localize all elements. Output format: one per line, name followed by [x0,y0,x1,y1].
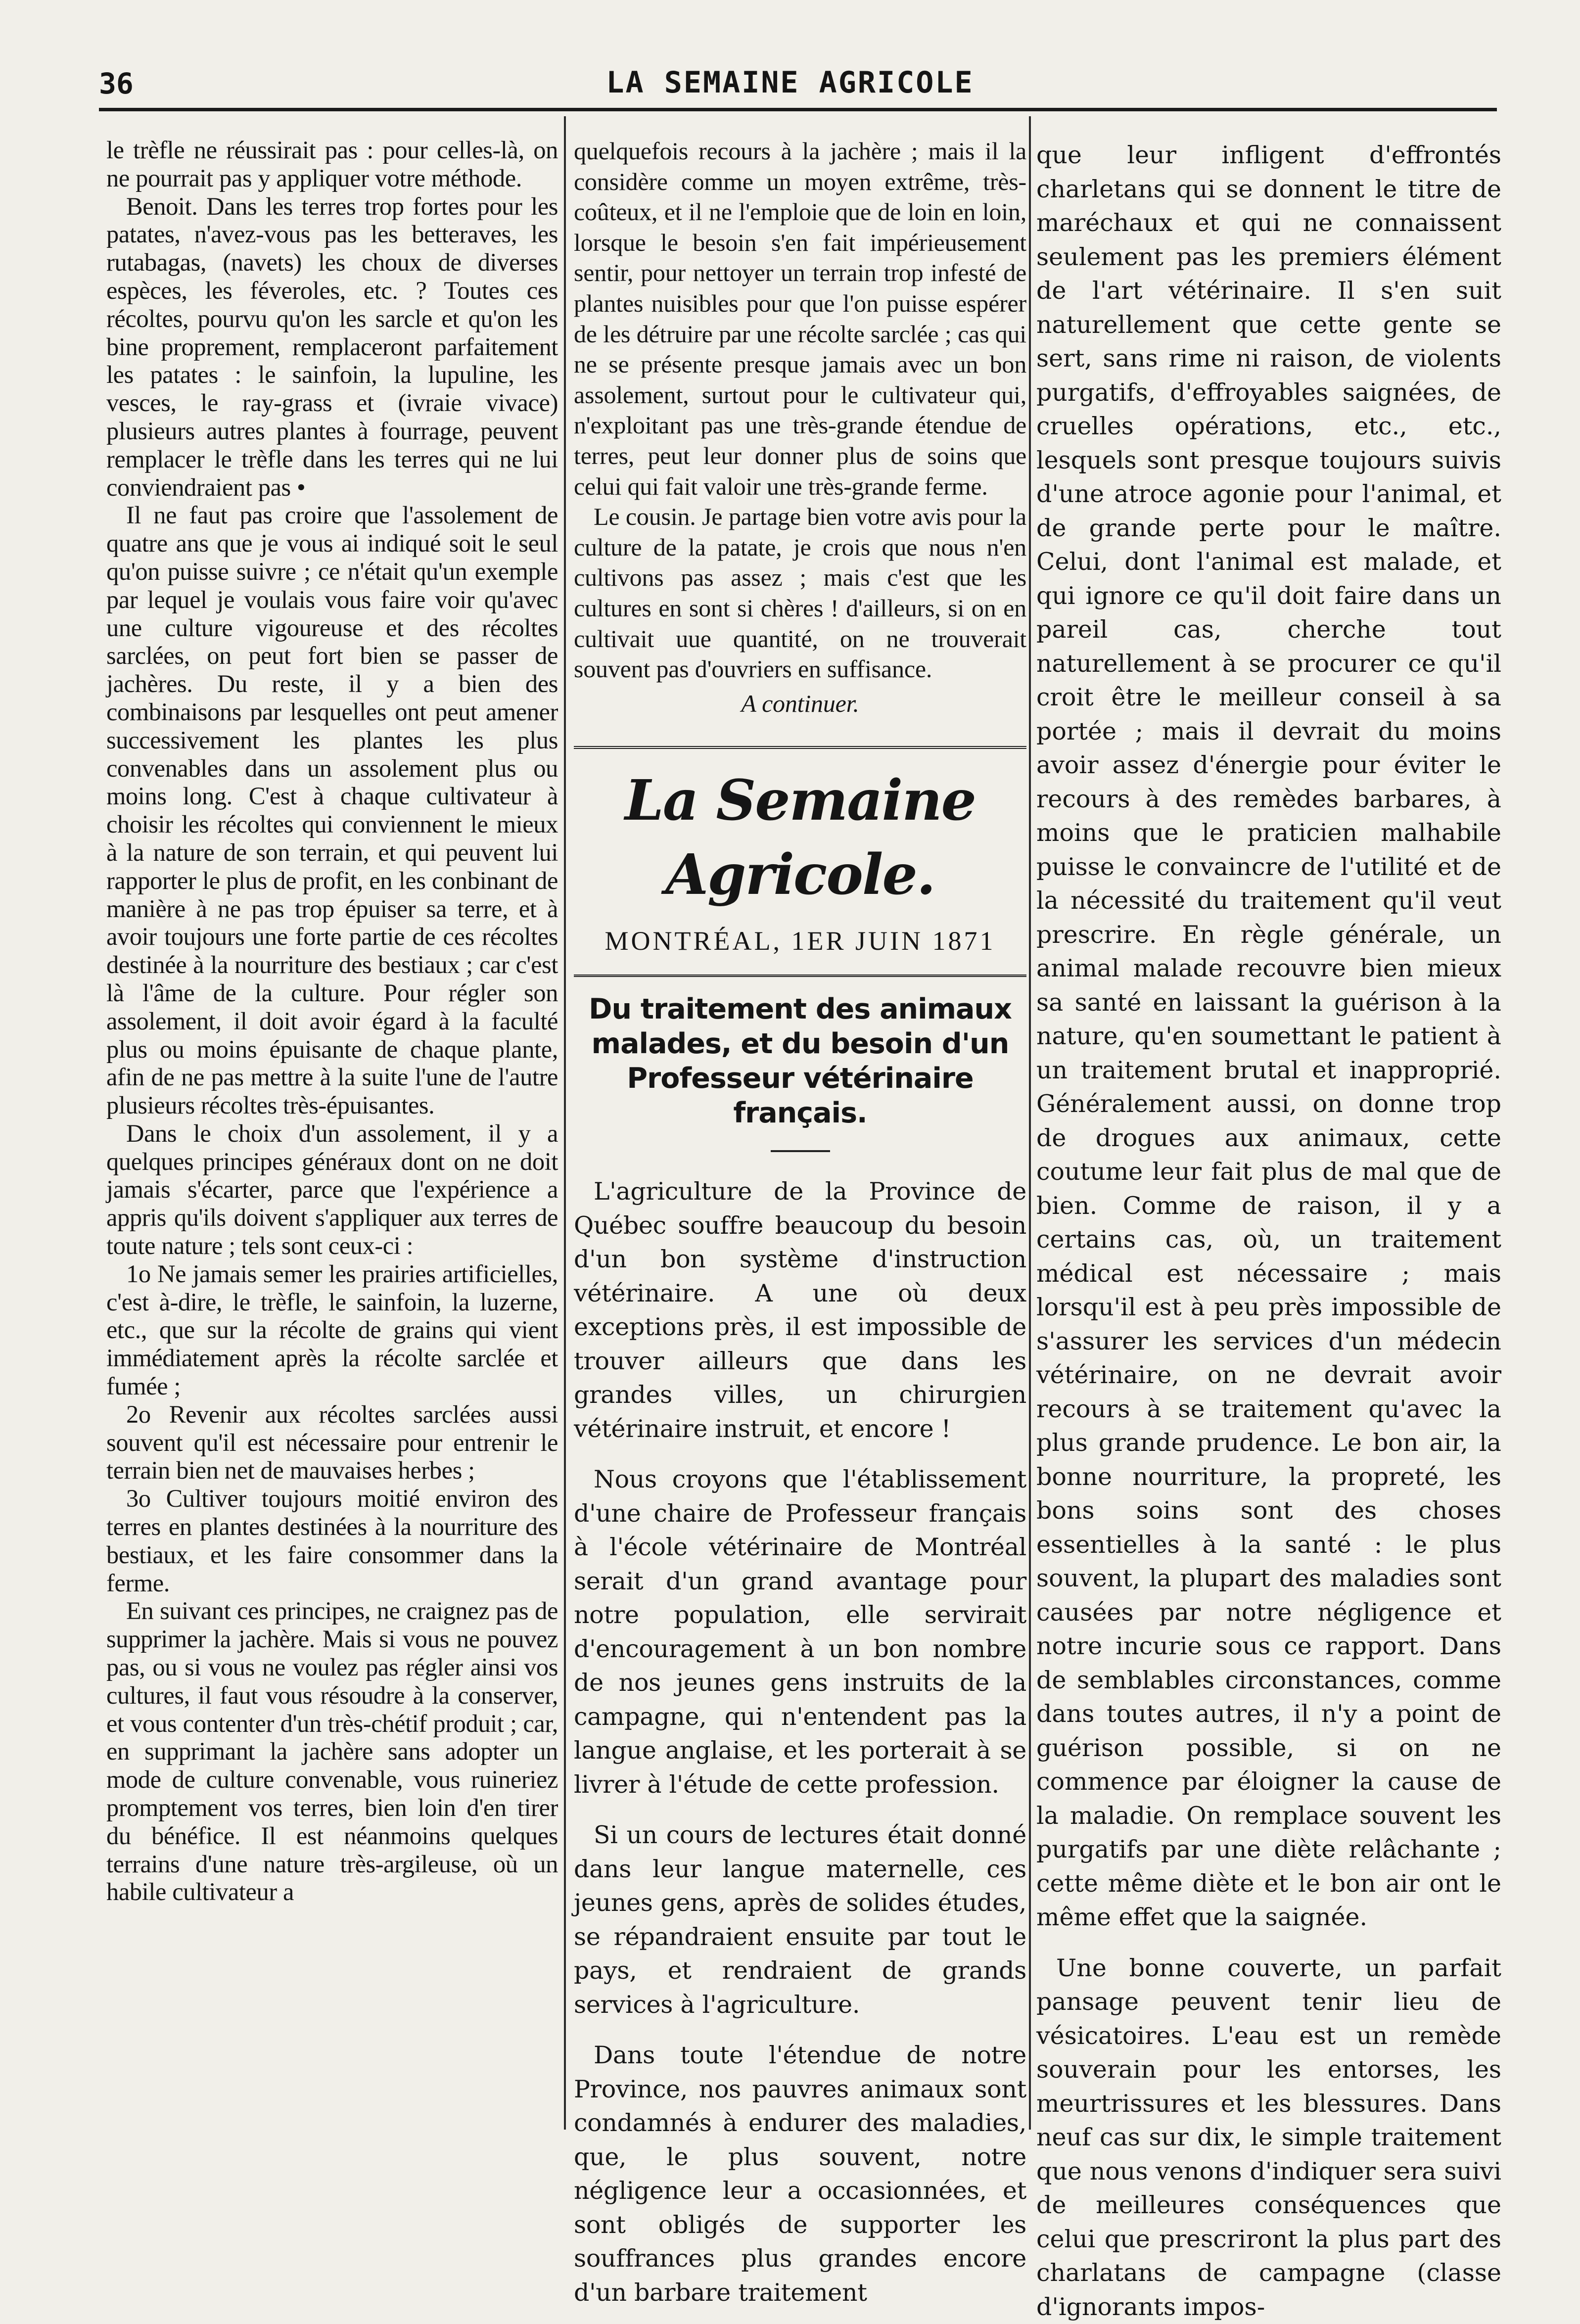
paragraph: Dans toute l'étendue de notre Province, nos pauvres animaux sont condamnés à endurer des maladies, que, le plus souvent, notre négligence leur a occasionnées, et sont obligés de supporter les souffrances plus grandes encore d'un barbare traitement [574,2039,1026,2310]
article-separator [771,1150,830,1152]
paragraph: que leur infligent d'effrontés charletans qui se donnent le titre de maréchaux et qui ne connaissent seulement pas les premiers élément de l'art vétérinaire. Il s'en suit naturellement que cette gente se sert, sans rime ni raison, de violents purgatifs, d'effroyables saignées, de cruelles opérations, etc., etc., lesquels sont presque toujours suivis d'une atroce agonie pour l'animal, et de grande perte pour le maître. Celui, dont l'animal est malade, et qui ignore ce qu'il doit faire dans un pareil cas, cherche tout naturellement à se procurer ce qu'il croit être le meilleur conseil à sa portée ; mais il devrait du moins avoir assez d'énergie pour éviter le recours à des remèdes barbares, à moins que le praticien malhabile puisse le convaincre de l'utilité et de la nécessité du traitement qu'il veut prescrire. En règle générale, un animal malade recouvre bien mieux sa santé en laissant la guérison à la nature, qu'en soumettant le patient à un traitement brutal et inapproprié. Généralement aussi, on donne trop de drogues aux animaux, cette coutume leur fait plus de mal que de bien. Comme de raison, il y a certains cas, où, un traitement médical est nécessaire ; mais lorsqu'il est à peu près impossible de s'assurer les services d'un médecin vétérinaire, on ne devrait avoir recours à se traitement qu'avec la plus grande prudence. Le bon air, la bonne nourriture, la propreté, les bons soins sont des choses essentielles à la santé : le plus souvent, la plupart des maladies sont causées par notre négligence et notre incurie sous ce rapport. Dans de semblables circonstances, comme dans toutes autres, il n'y a point de guérison possible, si on ne commence par éloigner la cause de la maladie. On remplace souvent les purgatifs par une diète relâchante ; cette même diète et le bon air ont le même effet que la saignée. [1036,139,1501,1935]
paragraph: Nous croyons que l'établissement d'une chaire de Professeur français à l'école vétérinaire de Montréal serait d'un grand avantage pour notre population, elle servirait d'encouragement à un bon nombre de nos jeunes gens instruits de la campagne, qui n'entendent pas la langue anglaise, et les porterait à se livrer à l'étude de cette profession. [574,1463,1026,1802]
column-divider [1029,116,1031,2130]
journal-title: LA SEMAINE AGRICOLE [0,65,1580,100]
paragraph: quelquefois recours à la jachère ; mais il la considère comme un moyen extrême, très-coûteux, et il ne l'emploie que de loin en loin, lorsque le besoin s'en fait impérieusement sentir, pour nettoyer un terrain trop infesté de plantes nuisibles pour que l'on puisse espérer de les détruire par une récolte sarclée ; cas qui ne se présente presque jamais avec un bon assolement, surtout pour le cultivateur qui, n'exploitant pas une très-grande étendue de terres, peut leur donner plus de soins que celui qui fait valoir une très-grande ferme. [574,136,1026,502]
paragraph: 2o Revenir aux récoltes sarclées aussi souvent qu'il est nécessaire pour entrenir le terrain bien net de mauvaises herbes ; [106,1400,558,1485]
column-middle [574,136,1026,2125]
paragraph: le trèfle ne réussirait pas : pour celles-là, on ne pourrait pas y appliquer votre méthode. [106,136,558,192]
paragraph: Si un cours de lectures était donné dans leur langue maternelle, ces jeunes gens, après de solides études, se répandraient ensuite par tout le pays, et rendraient de grands services à l'agriculture. [574,1818,1026,2022]
section-rule [574,975,1026,977]
paragraph: En suivant ces principes, ne craignez pas de supprimer la jachère. Mais si vous ne pouvez pas, ou si vous ne voulez pas régler ainsi vos cultures, il faut vous résoudre à la conserver, et vous contenter d'un très-chétif produit ; car, en supprimant la jachère sans adopter un mode de culture convenable, vous ruineriez promptement vos terres, bien loin d'en tirer du bénéfice. Il est néanmoins quelques terrains d'une nature très-argileuse, où un habile cultivateur a [106,1597,558,1906]
paragraph: 3o Cultiver toujours moitié environ des terres en plantes destinées à la nourriture des bestiaux, et les faire consommer dans la ferme. [106,1485,558,1597]
masthead: La Semaine Agricole. [574,764,1026,912]
paragraph: Le cousin. Je partage bien votre avis pour la culture de la patate, je crois que nous n'en cultivons pas assez ; mais c'est que les cultures en sont si chères ! d'ailleurs, si on en cultivait uue quantité, on ne trouverait souvent pas d'ouvriers en suffisance. [574,502,1026,685]
column-right [1036,139,1501,2127]
page-number: 36 [99,67,134,100]
paragraph: 1o Ne jamais semer les prairies artificielles, c'est à-dire, le trèfle, le sainfoin, la luzerne, etc., que sur la récolte de grains qui vient immédiatement après la récolte sarclée et fumée ; [106,1260,558,1400]
paragraph: Dans le choix d'un assolement, il y a quelques principes généraux dont on ne doit jamais s'écarter, parce que l'expérience a appris qu'ils doivent s'appliquer aux terres de toute nature ; tels sont ceux-ci : [106,1119,558,1260]
column-divider [564,116,566,2130]
section-rule [574,746,1026,749]
page-header [0,0,1580,129]
header-rule [99,108,1497,111]
to-continue-note: A continuer. [574,689,1026,719]
column-left [106,136,558,2125]
paragraph: Benoit. Dans les terres trop fortes pour les patates, n'avez-vous pas les betteraves, les rutabagas, (navets) les choux de diverses espèces, les féveroles, etc. ? Toutes ces récoltes, pourvu qu'on les sarcle et qu'on les bine proprement, remplaceront parfaitement les patates : le sainfoin, la lupuline, les vesces, le ray-grass et (ivraie vivace) plusieurs autres plantes à fourrage, peuvent remplacer le trèfle dans les terres qui ne lui conviendraient pas • [106,192,558,502]
article-body [574,1175,1026,2310]
paragraph: L'agriculture de la Province de Québec souffre beaucoup du besoin d'un bon système d'instruction vétérinaire. A une où deux exceptions près, il est impossible de trouver ailleurs que dans les grandes villes, un chirurgien vétérinaire instruit, et encore ! [574,1175,1026,1446]
paragraph: Il ne faut pas croire que l'assolement de quatre ans que je vous ai indiqué soit le seul qu'on puisse suivre ; ce n'était qu'un exemple par lequel je voulais vous faire voir qu'avec une culture vigoureuse et des récoltes sarclées, on peut fort bien se passer de jachères. Du reste, il y a bien des combinaisons par lesquelles ont peut amener successivement les plantes les plus convenables dans un assolement plus ou moins long. C'est à chaque cultivateur à choisir les récoltes qui conviennent le mieux à la nature de son terrain, et qui peuvent lui rapporter le plus de profit, en les conbinant de manière à ne pas trop épuiser sa terre, et à avoir toujours une forte partie de ces récoltes destinée à la nourriture des bestiaux ; car c'est là l'âme de la culture. Pour régler son assolement, il doit avoir égard à la faculté plus ou moins épuisante de chaque plante, afin de ne pas mettre à la suite l'une de l'autre plusieurs récoltes très-épuisantes. [106,501,558,1119]
dateline: MONTRÉAL, 1ER JUIN 1871 [574,921,1026,961]
article-heading: Du traitement des animaux malades, et du besoin d'un Professeur vétérinaire français. [574,992,1026,1130]
paragraph: Une bonne couverte, un parfait pansage peuvent tenir lieu de vésicatoires. L'eau est un remède souverain pour les entorses, les meurtrissures et les blessures. Dans neuf cas sur dix, le simple traitement que nous venons d'indiquer sera suivi de meilleures conséquences que celui que prescriront la plus part des charlatans de campagne (classe d'ignorants impos- [1036,1952,1501,2324]
